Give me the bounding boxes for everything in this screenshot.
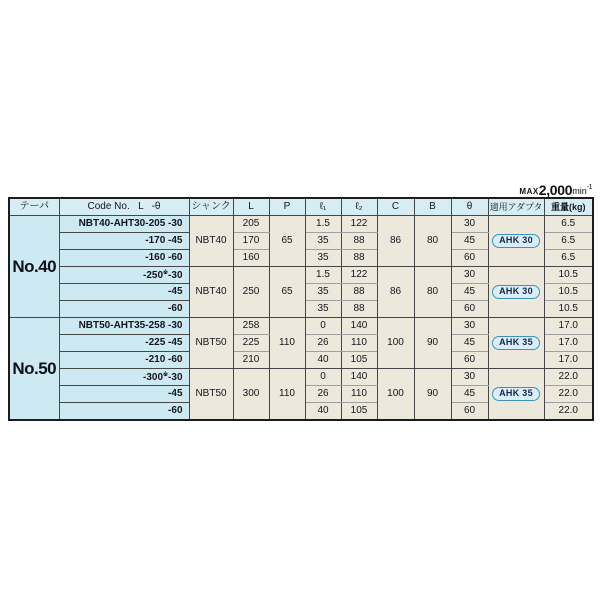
max-speed-exponent: -1 xyxy=(586,184,592,191)
code-cell xyxy=(59,403,189,421)
theta-cell: 30 xyxy=(451,369,488,386)
code-cell xyxy=(59,369,189,386)
adapter-badge: AHK 30 xyxy=(492,285,540,299)
max-speed-value: 2,000 xyxy=(538,182,573,198)
l2-cell: 88 xyxy=(341,250,377,267)
code-cell xyxy=(59,301,189,318)
max-speed-unit: $\min^{-1}$ xyxy=(572,184,592,196)
l1-cell: 0 xyxy=(305,318,341,335)
weight-cell: 22.0 xyxy=(544,386,593,403)
code-cell xyxy=(59,250,189,267)
code-text: NBT50-AHT35-258 -30 xyxy=(78,320,183,331)
b-cell: 90 xyxy=(414,318,451,369)
p-cell: 110 xyxy=(269,369,305,421)
shank-cell: NBT50 xyxy=(189,369,233,421)
adapter-badge: AHK 35 xyxy=(492,387,540,401)
code-cell xyxy=(59,335,189,352)
table-row xyxy=(9,318,593,335)
col-c: C xyxy=(377,198,414,216)
table-row xyxy=(9,369,593,386)
weight-cell: 6.5 xyxy=(544,216,593,233)
col-l1: ℓ₁ xyxy=(305,198,341,216)
theta-cell: 45 xyxy=(451,386,488,403)
spec-table xyxy=(8,197,594,421)
theta-cell: 60 xyxy=(451,301,488,318)
footnote-mark: ※ xyxy=(163,371,169,378)
taper-cell-no50: No.50 xyxy=(9,318,59,421)
weight-cell: 22.0 xyxy=(544,369,593,386)
l1-cell: 26 xyxy=(305,386,341,403)
l2-cell: 88 xyxy=(341,301,377,318)
length-cell: 210 xyxy=(233,352,269,369)
theta-cell: 45 xyxy=(451,284,488,301)
l2-cell: 122 xyxy=(341,216,377,233)
length-cell: 205 xyxy=(233,216,269,233)
theta-cell: 60 xyxy=(451,403,488,421)
code-text: -160 -60 xyxy=(145,252,183,263)
adapter-cell xyxy=(488,369,544,421)
code-text: NBT40-AHT30-205 -30 xyxy=(78,218,183,229)
b-cell: 80 xyxy=(414,267,451,318)
code-text: -210 -60 xyxy=(145,354,183,365)
p-cell: 110 xyxy=(269,318,305,369)
weight-cell: 6.5 xyxy=(544,250,593,267)
adapter-badge: AHK 35 xyxy=(492,336,540,350)
l2-cell: 88 xyxy=(341,284,377,301)
theta-cell: 45 xyxy=(451,335,488,352)
l1-cell: 35 xyxy=(305,301,341,318)
l1-cell: 40 xyxy=(305,352,341,369)
l1-cell: 1.5 xyxy=(305,267,341,284)
shank-cell: NBT50 xyxy=(189,318,233,369)
l1-cell: 35 xyxy=(305,233,341,250)
p-cell: 65 xyxy=(269,216,305,267)
l2-cell: 110 xyxy=(341,335,377,352)
theta-cell: 30 xyxy=(451,216,488,233)
l1-cell: 40 xyxy=(305,403,341,421)
c-cell: 100 xyxy=(377,318,414,369)
code-text: -170 -45 xyxy=(145,235,183,246)
table-row xyxy=(9,216,593,233)
col-adapter: 適用アダプタ xyxy=(488,198,544,216)
theta-cell: 30 xyxy=(451,318,488,335)
c-cell: 86 xyxy=(377,216,414,267)
length-cell: 160 xyxy=(233,250,269,267)
shank-cell: NBT40 xyxy=(189,216,233,267)
weight-cell: 17.0 xyxy=(544,335,593,352)
col-b: B xyxy=(414,198,451,216)
b-cell: 90 xyxy=(414,369,451,421)
code-cell xyxy=(59,386,189,403)
weight-cell: 6.5 xyxy=(544,233,593,250)
table-row xyxy=(9,267,593,284)
b-cell: 80 xyxy=(414,216,451,267)
adapter-cell xyxy=(488,318,544,369)
footnote-mark: ※ xyxy=(163,269,169,276)
c-cell: 100 xyxy=(377,369,414,421)
max-label: MAX xyxy=(519,187,539,196)
length-cell: 170 xyxy=(233,233,269,250)
col-shank: シャンク xyxy=(189,198,233,216)
adapter-cell xyxy=(488,216,544,267)
weight-cell: 17.0 xyxy=(544,318,593,335)
theta-cell: 60 xyxy=(451,352,488,369)
length-cell: 250 xyxy=(233,267,269,318)
l2-cell: 105 xyxy=(341,403,377,421)
weight-cell: 22.0 xyxy=(544,403,593,421)
shank-cell: NBT40 xyxy=(189,267,233,318)
code-cell xyxy=(59,233,189,250)
l2-cell: 140 xyxy=(341,318,377,335)
code-text: -30 xyxy=(168,371,183,383)
code-text: -45 xyxy=(168,286,183,297)
taper-cell-no40: No.40 xyxy=(9,216,59,318)
code-text: -225 -45 xyxy=(145,337,183,348)
code-cell xyxy=(59,216,189,233)
col-weight: 重量(kg) xyxy=(544,198,593,216)
code-text: -300 xyxy=(143,371,164,383)
code-cell xyxy=(59,352,189,369)
weight-cell: 17.0 xyxy=(544,352,593,369)
p-cell: 65 xyxy=(269,267,305,318)
length-cell: 258 xyxy=(233,318,269,335)
l1-cell: 0 xyxy=(305,369,341,386)
adapter-badge: AHK 30 xyxy=(492,234,540,248)
l1-cell: 1.5 xyxy=(305,216,341,233)
code-text: -60 xyxy=(168,405,183,416)
l1-cell: 26 xyxy=(305,335,341,352)
weight-cell: 10.5 xyxy=(544,301,593,318)
code-text: -250 xyxy=(143,269,164,281)
code-text: -45 xyxy=(168,388,183,399)
code-text: -30 xyxy=(168,269,183,281)
l1-cell: 35 xyxy=(305,284,341,301)
adapter-cell xyxy=(488,267,544,318)
weight-cell: 10.5 xyxy=(544,284,593,301)
code-text: -60 xyxy=(168,303,183,314)
l2-cell: 140 xyxy=(341,369,377,386)
code-cell xyxy=(59,318,189,335)
col-taper: テーパ xyxy=(9,198,59,216)
l2-cell: 122 xyxy=(341,267,377,284)
code-cell xyxy=(59,284,189,301)
table-header-row xyxy=(9,198,593,216)
theta-cell: 45 xyxy=(451,233,488,250)
length-cell: 300 xyxy=(233,369,269,421)
l2-cell: 110 xyxy=(341,386,377,403)
col-code-no: Code No. L -θ xyxy=(59,198,189,216)
code-cell xyxy=(59,267,189,284)
col-p: P xyxy=(269,198,305,216)
theta-cell: 30 xyxy=(451,267,488,284)
l2-cell: 88 xyxy=(341,233,377,250)
l1-cell: 35 xyxy=(305,250,341,267)
col-l2: ℓ₂ xyxy=(341,198,377,216)
col-length-l: L xyxy=(233,198,269,216)
col-theta: θ xyxy=(451,198,488,216)
length-cell: 225 xyxy=(233,335,269,352)
c-cell: 86 xyxy=(377,267,414,318)
theta-cell: 60 xyxy=(451,250,488,267)
weight-cell: 10.5 xyxy=(544,267,593,284)
l2-cell: 105 xyxy=(341,352,377,369)
